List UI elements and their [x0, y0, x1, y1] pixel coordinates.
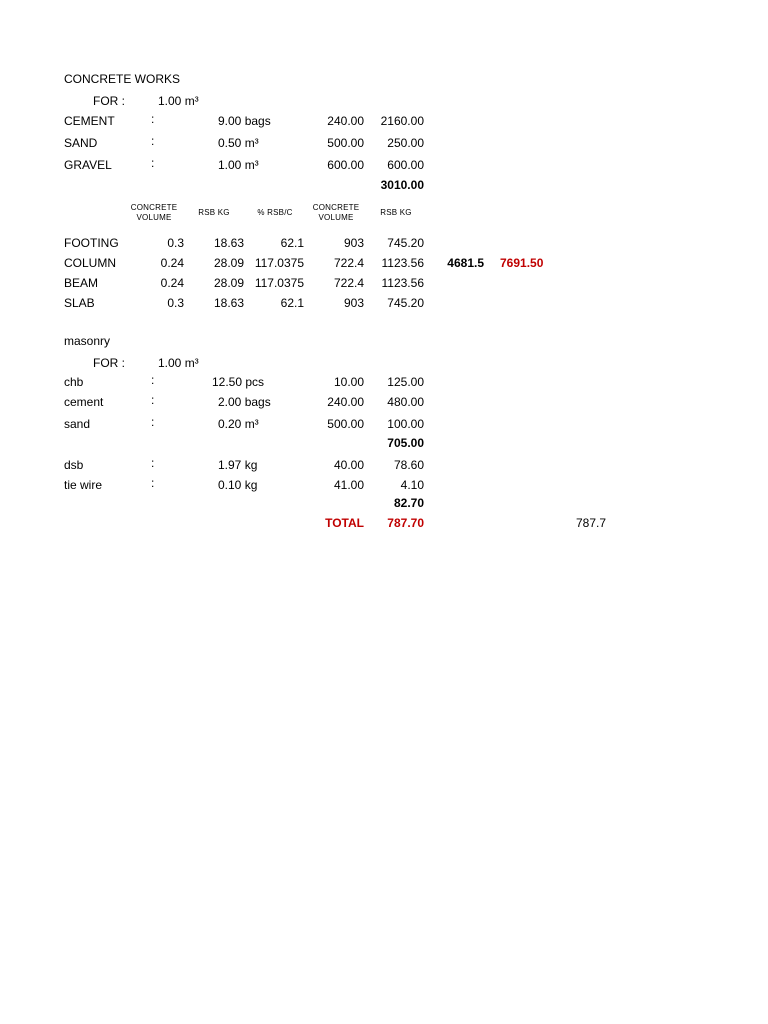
material-qty: 12.50 pcs [212, 375, 265, 389]
element-pct: 62.1 [280, 296, 304, 310]
material-price: 500.00 [327, 417, 364, 431]
element-volume-2: 903 [343, 296, 364, 310]
masonry-for-label: FOR : [93, 356, 125, 370]
material-sep: : [151, 156, 155, 170]
concrete-subtotal: 3010.00 [380, 178, 424, 192]
material-amount: 125.00 [387, 375, 424, 389]
masonry-for-value: 1.00 m³ [158, 356, 199, 370]
rebar-qty: 0.10 kg [218, 478, 258, 492]
material-amount: 250.00 [387, 136, 424, 150]
rebar-sep: : [151, 456, 155, 470]
total-label: TOTAL [325, 516, 364, 530]
column-grand-total: 7691.50 [500, 256, 544, 270]
rebar-qty: 1.97 kg [218, 458, 258, 472]
header-concrete-volume-2: VOLUME [136, 213, 172, 222]
rebar-name: tie wire [64, 478, 103, 492]
element-name: FOOTING [64, 236, 119, 250]
element-pct: 117.0375 [254, 256, 304, 270]
header-concrete-volume-b-2: VOLUME [318, 213, 354, 222]
element-rsb: 28.09 [213, 256, 244, 270]
element-rsb: 28.09 [213, 276, 244, 290]
material-sep: : [151, 112, 155, 126]
material-qty: 9.00 bags [218, 114, 271, 128]
element-volume-2: 722.4 [333, 256, 364, 270]
material-name: sand [64, 417, 91, 431]
concrete-for-value: 1.00 m³ [158, 94, 199, 108]
material-name: CEMENT [64, 114, 115, 128]
material-amount: 480.00 [387, 395, 424, 409]
element-rsb-2: 745.20 [387, 296, 424, 310]
material-amount: 2160.00 [380, 114, 424, 128]
element-rsb-2: 1123.56 [381, 276, 424, 290]
rebar-name: dsb [64, 458, 84, 472]
rebar-price: 40.00 [333, 458, 364, 472]
total-far-value: 787.7 [575, 516, 606, 530]
header-concrete-volume: CONCRETE [130, 203, 178, 212]
concrete-works-title: CONCRETE WORKS [64, 72, 181, 86]
material-sep: : [151, 415, 155, 429]
material-qty: 0.50 m³ [218, 136, 259, 150]
material-price: 240.00 [327, 395, 364, 409]
material-sep: : [151, 373, 155, 387]
header-rsb-kg-b: RSB KG [380, 208, 412, 217]
material-name: SAND [64, 136, 98, 150]
material-price: 10.00 [333, 375, 364, 389]
element-rsb: 18.63 [213, 236, 244, 250]
rebar-amount: 4.10 [400, 478, 424, 492]
element-pct: 62.1 [280, 236, 304, 250]
material-amount: 100.00 [387, 417, 424, 431]
material-name: GRAVEL [64, 158, 112, 172]
material-qty: 1.00 m³ [218, 158, 259, 172]
material-sep: : [151, 134, 155, 148]
element-name: BEAM [64, 276, 99, 290]
rebar-sep: : [151, 476, 155, 490]
element-volume: 0.3 [167, 296, 184, 310]
material-name: chb [64, 375, 84, 389]
material-amount: 600.00 [387, 158, 424, 172]
material-qty: 2.00 bags [218, 395, 271, 409]
header-concrete-volume-b: CONCRETE [312, 203, 360, 212]
element-rsb-2: 1123.56 [381, 256, 424, 270]
element-volume: 0.24 [160, 256, 184, 270]
masonry-subtotal: 705.00 [387, 436, 424, 450]
element-rsb-2: 745.20 [387, 236, 424, 250]
total-value: 787.70 [387, 516, 424, 530]
rebar-subtotal: 82.70 [393, 496, 424, 510]
material-sep: : [151, 393, 155, 407]
masonry-title: masonry [64, 334, 111, 348]
material-price: 500.00 [327, 136, 364, 150]
element-volume-2: 722.4 [333, 276, 364, 290]
rebar-price: 41.00 [333, 478, 364, 492]
element-volume-2: 903 [343, 236, 364, 250]
concrete-for-label: FOR : [93, 94, 125, 108]
column-extra-total: 4681.5 [447, 256, 484, 270]
element-volume: 0.3 [167, 236, 184, 250]
element-name: SLAB [64, 296, 95, 310]
element-rsb: 18.63 [213, 296, 244, 310]
material-price: 600.00 [327, 158, 364, 172]
material-qty: 0.20 m³ [218, 417, 259, 431]
element-volume: 0.24 [160, 276, 184, 290]
element-name: COLUMN [64, 256, 117, 270]
rebar-amount: 78.60 [393, 458, 424, 472]
material-price: 240.00 [327, 114, 364, 128]
element-pct: 117.0375 [254, 276, 304, 290]
header-rsb-kg: RSB KG [198, 208, 230, 217]
material-name: cement [64, 395, 104, 409]
header-pct-rsb-c: % RSB/C [257, 208, 293, 217]
